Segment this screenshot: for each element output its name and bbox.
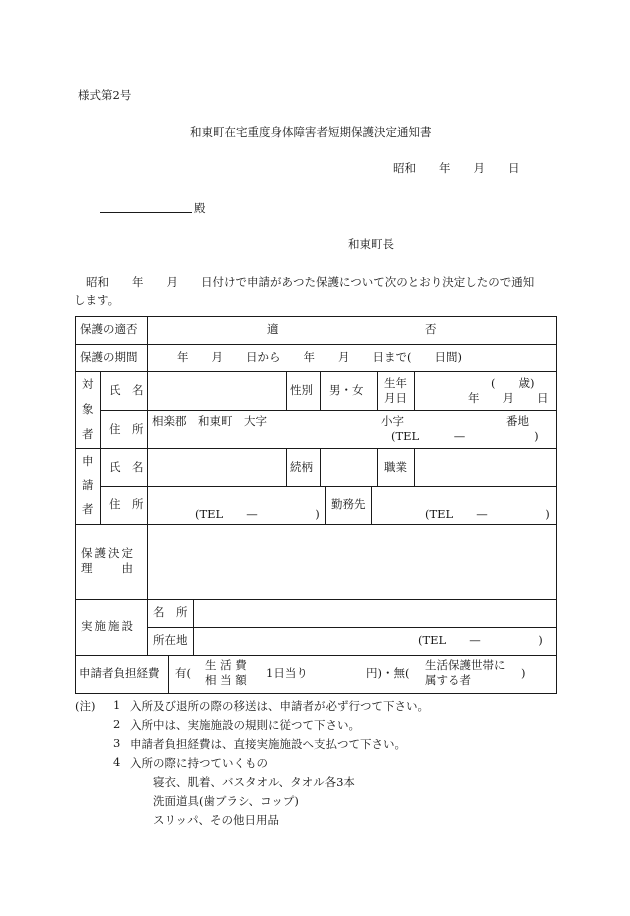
table-rule-v (377, 371, 378, 410)
addressee-underline (100, 212, 192, 213)
cost-label: 申請者負担経費 (79, 666, 160, 680)
table-rule-v (147, 316, 148, 655)
table-rule-v (371, 486, 372, 524)
reason-label-1: 保護決定 (81, 546, 135, 560)
cost-item-1: 生 活 費 (205, 658, 247, 672)
applicant-relation-label: 続柄 (290, 460, 313, 474)
subject-group-char: 者 (82, 427, 94, 441)
suitability-label: 保護の適否 (80, 322, 138, 336)
table-border-right (556, 316, 557, 694)
subject-tel: (TEL — ) (391, 429, 539, 443)
applicant-address-label: 住 所 (109, 497, 144, 511)
period-label: 保護の期間 (80, 350, 138, 364)
subject-dob-label-2: 月日 (384, 391, 407, 405)
reason-label-2: 理 由 (81, 561, 135, 575)
subject-group-char: 象 (82, 402, 94, 416)
cost-welfare-1: 生活保護世帯に (425, 658, 506, 672)
table-rule-v (414, 371, 415, 410)
table-rule (75, 655, 556, 656)
note-number: 2 (113, 717, 121, 731)
table-rule (147, 627, 556, 628)
document-title: 和東町在宅重度身体障害者短期保護決定通知書 (190, 125, 432, 139)
cost-per-day: 1日当り (266, 666, 308, 680)
table-rule-v (377, 448, 378, 486)
cost-item-2: 相 当 額 (205, 673, 247, 687)
intro-line-2: します。 (74, 293, 120, 307)
subject-address-koaza: 小字 (381, 414, 404, 428)
note-text: 入所の際に持つていくもの (130, 756, 268, 770)
cost-close: ) (521, 666, 526, 680)
subject-address-prefix: 相楽郡 和東町 大字 (152, 414, 267, 428)
subject-sex-label: 性別 (290, 383, 313, 397)
table-rule (100, 486, 556, 487)
addressee-suffix: 殿 (194, 201, 206, 215)
suitability-yes: 適 (267, 322, 279, 336)
applicant-workplace-tel: (TEL — ) (425, 507, 550, 521)
table-rule-v (414, 448, 415, 486)
form-number: 様式第2号 (78, 88, 132, 102)
table-rule-v (325, 486, 326, 524)
applicant-tel: (TEL — ) (195, 507, 320, 521)
applicant-group-char: 請 (82, 478, 94, 492)
note-text: 申請者負担経費は、直接実施施設へ支払つて下さい。 (130, 737, 406, 751)
subject-sex-value: 男・女 (329, 383, 364, 397)
subject-dob-date: 年 月 日 (468, 391, 549, 405)
table-rule-v (168, 655, 169, 693)
notes-prefix: (注) (75, 699, 96, 713)
applicant-job-label: 職業 (384, 460, 407, 474)
note-number: 4 (113, 755, 121, 769)
table-rule-v (320, 448, 321, 486)
table-rule-v (286, 448, 287, 486)
belonging-item: スリッパ、その他日用品 (153, 813, 280, 827)
table-rule-v (193, 599, 194, 655)
belonging-item: 洗面道具(歯ブラシ、コップ) (153, 794, 299, 808)
table-rule-v (100, 371, 101, 524)
facility-tel: (TEL — ) (418, 633, 543, 647)
note-text: 入所中は、実施施設の規則に従つて下さい。 (130, 718, 360, 732)
date-line: 昭和 年 月 日 (393, 161, 520, 175)
note-number: 1 (113, 698, 121, 712)
facility-label: 実施施設 (81, 619, 135, 633)
table-border-bottom (75, 693, 556, 694)
table-rule-v (286, 371, 287, 410)
table-border-left (75, 316, 76, 694)
note-text: 入所及び退所の際の移送は、申請者が必ず行つて下さい。 (130, 699, 429, 713)
intro-line-1: 昭和 年 月 日付けで申請があつた保護について次のとおり決定したので通知 (86, 275, 535, 289)
subject-group-char: 対 (82, 377, 94, 391)
applicant-name-label: 氏 名 (109, 460, 144, 474)
suitability-no: 否 (425, 322, 437, 336)
applicant-group-char: 者 (82, 502, 94, 516)
facility-name-label: 名 所 (153, 605, 188, 619)
subject-address-label: 住 所 (109, 422, 144, 436)
subject-dob-label-1: 生年 (384, 376, 407, 390)
period-value: 年 月 日から 年 月 日まで( 日間) (177, 350, 462, 364)
cost-yes: 有( (175, 666, 191, 680)
applicant-workplace-label: 勤務先 (331, 497, 366, 511)
issuer: 和東町長 (348, 237, 394, 251)
cost-welfare-2: 属する者 (425, 673, 471, 687)
applicant-group-char: 申 (82, 454, 94, 468)
subject-name-label: 氏 名 (109, 383, 144, 397)
note-number: 3 (113, 736, 121, 750)
subject-address-banchi: 番地 (506, 414, 529, 428)
cost-yen: 円)・無( (366, 666, 410, 680)
table-rule (100, 410, 556, 411)
facility-location-label: 所在地 (153, 633, 188, 647)
belonging-item: 寝衣、肌着、バスタオル、タオル各3本 (153, 775, 355, 789)
subject-age: ( 歳) (491, 376, 535, 390)
table-rule-v (320, 371, 321, 410)
